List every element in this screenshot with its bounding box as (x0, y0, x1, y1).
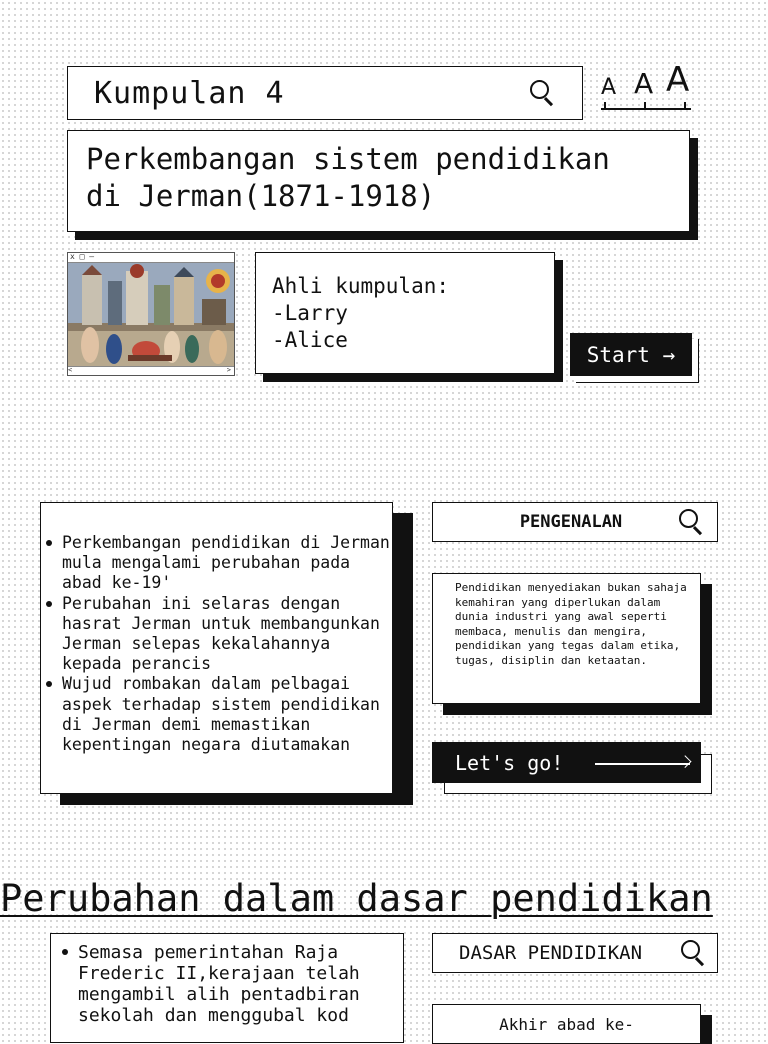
pengenalan-search[interactable] (432, 502, 718, 542)
font-size-tick (604, 102, 606, 110)
page-title-line-2: di Jerman(1871-1918) (86, 179, 436, 213)
image-window (67, 252, 235, 376)
search-icon[interactable] (530, 80, 556, 106)
search-bar[interactable] (67, 66, 583, 120)
pengenalan-text-card: Pendidikan menyediakan bukan sahaja kemahiran yang diperlukan dalam dunia industri yang awal seperti membaca, menulis dan mengira, pendidikan yang tegas dalam etika, tugas, disiplin dan ketaatan. (432, 573, 701, 704)
intro-bullets-card (40, 502, 393, 794)
font-size-tick (644, 102, 646, 110)
intro-bullet-list (61, 533, 392, 755)
painting-image (68, 263, 234, 366)
section-heading: Perubahan dalam dasar pendidikan (0, 877, 713, 920)
search-icon[interactable] (679, 509, 705, 535)
font-size-control[interactable] (598, 60, 694, 114)
list-item: Perubahan ini selaras dengan hasrat Jerman untuk membangunkan Jerman selepas kekalahannya kepada perancis (61, 594, 392, 675)
font-size-large[interactable]: A (666, 60, 690, 100)
page-title (67, 130, 690, 232)
search-icon[interactable] (681, 940, 707, 966)
list-item: Perkembangan pendidikan di Jerman mula mengalami perubahan pada abad ke-19' (61, 533, 392, 594)
scroll-right-icon[interactable]: > (226, 366, 231, 374)
members-heading: Ahli kumpulan: (272, 274, 450, 298)
pengenalan-label: PENGENALAN (519, 512, 623, 532)
font-size-small[interactable]: A (601, 75, 617, 100)
letsgo-label: Let's go! (455, 750, 564, 775)
scroll-left-icon[interactable]: < (68, 366, 73, 374)
akhir-card: Akhir abad ke- (432, 1004, 701, 1044)
start-button[interactable]: Start → (570, 333, 692, 376)
list-item: Wujud rombakan dalam pelbagai aspek terhadap sistem pendidikan di Jerman demi memastikan kepentingan negara diutamakan (61, 674, 392, 755)
dasar-label: DASAR PENDIDIKAN (459, 942, 643, 964)
font-size-medium[interactable]: A (634, 67, 654, 100)
dasar-search[interactable] (432, 933, 718, 973)
painting-illustration (68, 263, 234, 366)
font-size-tick (684, 102, 686, 110)
dasar-bullets-card (50, 933, 404, 1043)
font-size-track (601, 108, 691, 111)
member-item: -Alice (272, 328, 348, 352)
image-window-titlebar: x □ — (68, 253, 234, 263)
member-item: -Larry (272, 301, 348, 325)
members-card (255, 252, 555, 374)
dasar-bullet-list (77, 942, 403, 1026)
image-window-scrollbar[interactable] (68, 366, 234, 375)
page-title-line-1: Perkembangan sistem pendidikan (86, 142, 610, 176)
letsgo-button[interactable] (432, 742, 701, 783)
list-item: Semasa pemerintahan Raja Frederic II,kerajaan telah mengambil alih pentadbiran sekolah dan menggubal kod (77, 942, 403, 1026)
arrow-right-icon (595, 763, 690, 765)
search-input[interactable]: Kumpulan 4 (94, 75, 285, 111)
